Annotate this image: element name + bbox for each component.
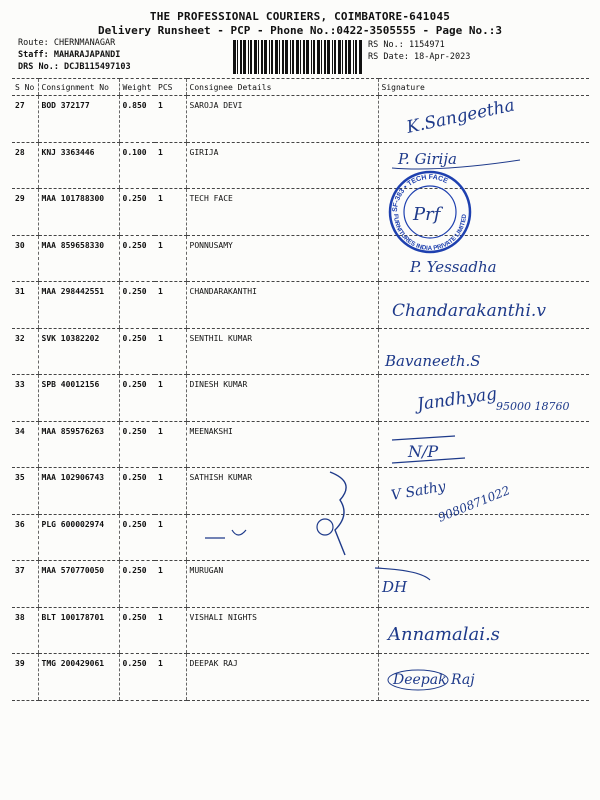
cell-signature [378,189,589,236]
cell-pcs: 1 [155,328,186,375]
cell-pcs: 1 [155,235,186,282]
table-row [12,96,589,143]
table-row [12,189,589,236]
table-row [12,421,589,468]
cell-consignee: TECH FACE [186,189,378,236]
cell-weight: 0.250 [119,375,155,422]
cell-sno: 28 [12,142,38,189]
cell-pcs: 1 [155,468,186,515]
cell-consignment: PLG 600002974 [38,514,119,561]
cell-sno: 36 [12,514,38,561]
table-row [12,561,589,608]
stamp-bottom-text: FURNITURES INDIA PRIVATE LIMITED [391,213,469,253]
col-consignee-header: Consignee Details [186,79,378,96]
cell-sno: 31 [12,282,38,329]
cell-signature [378,654,589,701]
cell-consignee: SAROJA DEVI [186,96,378,143]
cell-consignment: MAA 859576263 [38,421,119,468]
signature-row-30: P. Yessadha [410,258,497,276]
table-header-row [12,79,589,96]
col-signature-header: Signature [378,79,589,96]
cell-weight: 0.250 [119,654,155,701]
cell-consignee: GIRIJA [186,142,378,189]
cell-signature [378,561,589,608]
signature-row-34: N/P [408,442,439,461]
signature-row-39: Deepak Raj [393,672,475,688]
cell-pcs: 1 [155,189,186,236]
cell-signature [378,421,589,468]
signature-row-37: DH [382,578,408,596]
stamp-top-text: SF-383 • TECH FACE [391,173,449,213]
signature-row-33: Jandhyag [415,383,499,415]
cell-weight: 0.250 [119,282,155,329]
phone-row-35: 9080871022 [435,483,512,525]
cell-weight: 0.100 [119,142,155,189]
table-row [12,142,589,189]
signature-row-31: Chandarakanthi.v [392,301,546,321]
signature-row-32: Bavaneeth.S [385,352,481,370]
cell-weight: 0.250 [119,421,155,468]
cell-signature [378,235,589,282]
cell-weight: 0.250 [119,561,155,608]
cell-consignee: SENTHIL KUMAR [186,328,378,375]
cell-consignment: MAA 102906743 [38,468,119,515]
cell-signature [378,142,589,189]
table-row [12,282,589,329]
table-row [12,375,589,422]
phone-row-33: 95000 18760 [496,400,570,413]
table-row [12,607,589,654]
cell-signature [378,514,589,561]
signature-row-35: V Sathy [389,478,447,504]
cell-consignment: SVK 10382202 [38,328,119,375]
cell-consignee: VISHALI NIGHTS [186,607,378,654]
table-row [12,654,589,701]
cell-consignment: TMG 200429061 [38,654,119,701]
cell-sno: 35 [12,468,38,515]
table-row [12,514,589,561]
signature-row-38: Annamalai.s [388,624,500,645]
col-weight-header: Weight [119,79,155,96]
cell-pcs: 1 [155,142,186,189]
cell-consignment: MAA 570770050 [38,561,119,608]
cell-pcs: 1 [155,561,186,608]
signature-row-28: P. Girija [398,150,457,168]
cell-pcs: 1 [155,514,186,561]
cell-sno: 38 [12,607,38,654]
col-sno-header: S No [12,79,38,96]
route-label: Route: CHERNMANAGAR [18,38,116,48]
cell-signature [378,468,589,515]
cell-consignment: SPB 40012156 [38,375,119,422]
signature-row-27: K.Sangeetha [404,95,517,138]
cell-consignee: MURUGAN [186,561,378,608]
cell-sno: 30 [12,235,38,282]
cell-sno: 32 [12,328,38,375]
cell-consignment: BLT 100178701 [38,607,119,654]
cell-weight: 0.250 [119,189,155,236]
company-title: THE PROFESSIONAL COURIERS, COIMBATORE-641045 [149,10,451,23]
cell-consignment: KNJ 3363446 [38,142,119,189]
cell-signature [378,282,589,329]
drs-number: DRS No.: DCJB115497103 [18,62,131,72]
cell-pcs: 1 [155,421,186,468]
runsheet-table [12,78,589,701]
cell-sno: 34 [12,421,38,468]
cell-signature [378,96,589,143]
cell-consignee: DEEPAK RAJ [186,654,378,701]
rs-date: RS Date: 18-Apr-2023 [368,52,471,62]
col-pcs-header: PCS [155,79,186,96]
cell-sno: 29 [12,189,38,236]
barcode-image [233,40,363,74]
cell-consignment: BOD 372177 [38,96,119,143]
cell-sno: 27 [12,96,38,143]
cell-sno: 39 [12,654,38,701]
cell-consignee: PONNUSAMY [186,235,378,282]
staff-label: Staff: MAHARAJAPANDI [18,50,121,60]
cell-signature [378,607,589,654]
cell-weight: 0.250 [119,328,155,375]
table-row [12,235,589,282]
table-row [12,328,589,375]
cell-consignee [186,514,378,561]
cell-pcs: 1 [155,375,186,422]
cell-pcs: 1 [155,654,186,701]
table-row [12,468,589,515]
cell-pcs: 1 [155,607,186,654]
cell-pcs: 1 [155,282,186,329]
cell-consignment: MAA 298442551 [38,282,119,329]
col-consignment-header: Consignment No [38,79,119,96]
cell-signature [378,375,589,422]
cell-weight: 0.250 [119,468,155,515]
cell-weight: 0.250 [119,235,155,282]
cell-consignee: DINESH KUMAR [186,375,378,422]
cell-consignee: MEENAKSHI [186,421,378,468]
cell-sno: 33 [12,375,38,422]
runsheet-title: Delivery Runsheet - PCP - Phone No.:0422-3505555 - Page No.:3 [98,24,502,37]
cell-signature [378,328,589,375]
cell-consignee: SATHISH KUMAR [186,468,378,515]
cell-consignment: MAA 859658330 [38,235,119,282]
cell-sno: 37 [12,561,38,608]
cell-consignee: CHANDARAKANTHI [186,282,378,329]
cell-pcs: 1 [155,96,186,143]
cell-weight: 0.850 [119,96,155,143]
cell-weight: 0.250 [119,514,155,561]
rs-number: RS No.: 1154971 [368,40,445,50]
signature-row-29: Prf [413,204,441,225]
cell-consignment: MAA 101788300 [38,189,119,236]
cell-weight: 0.250 [119,607,155,654]
